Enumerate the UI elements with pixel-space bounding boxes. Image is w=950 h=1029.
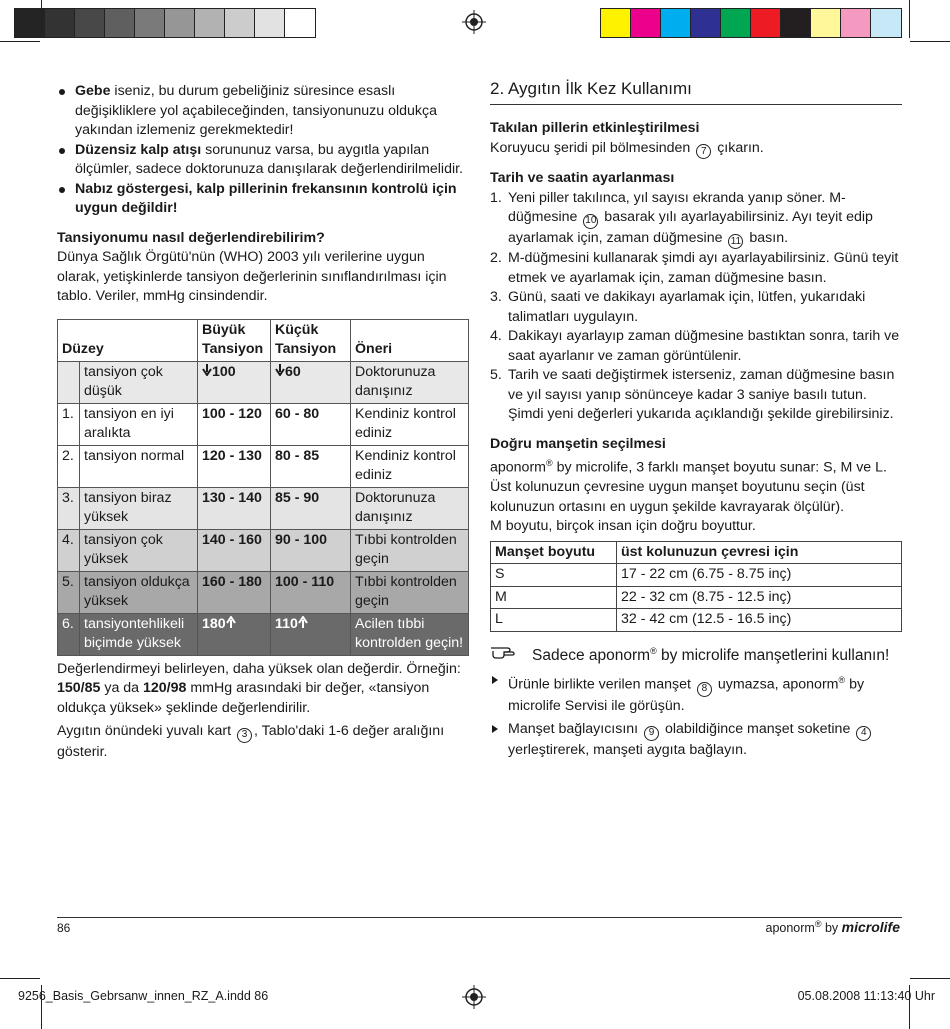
advice-text: Doktorunuza danışınız <box>351 361 469 403</box>
advice-text: Kendiniz kontrol ediniz <box>351 445 469 487</box>
row-number <box>58 361 80 403</box>
systolic-value: 130 - 140 <box>198 487 271 529</box>
color-swatch <box>871 9 901 37</box>
color-swatch <box>225 9 255 37</box>
table-row <box>58 529 469 571</box>
row-label: tansiyon oldukça yüksek <box>80 571 198 613</box>
page-number: 86 <box>57 921 71 935</box>
evaluate-text: Dünya Sağlık Örgütü'nün (WHO) 2003 yılı verilerine uygun olarak, yetişkinlerde tansiyon değerlerinin sınıflandırılması için tablo. Veriler, mmHg cinsindendir. <box>57 249 447 304</box>
row-label: tansiyon çok düşük <box>80 361 198 403</box>
date-heading: Tarih ve saatin ayarlanması <box>490 170 675 186</box>
row-number: 4. <box>58 529 80 571</box>
diastolic-value: 60 <box>271 361 351 403</box>
cuff-hint: Sadece aponorm® by microlife manşetlerini kullanın! <box>490 642 902 666</box>
cuff-text: aponorm® by microlife, 3 farklı manşet boyutu sunar: S, M ve L. Üst kolunuzun çevresine uygun manşet boyutunu seçin (üst kolunuzun ortasını en uygun şekilde kavrayarak ölçülür). <box>490 458 887 515</box>
registration-mark-bottom <box>462 985 486 1009</box>
file-slug: 9256_Basis_Gebrsanw_innen_RZ_A.indd 86 <box>18 989 269 1003</box>
crop-mark <box>910 978 950 979</box>
header-diastolic: Küçük Tansiyon <box>271 319 351 361</box>
diastolic-value: 110 <box>271 613 351 655</box>
table-row <box>58 487 469 529</box>
date-steps <box>490 189 902 425</box>
systolic-value: 120 - 130 <box>198 445 271 487</box>
cuff-heading: Doğru manşetin seçilmesi <box>490 435 666 452</box>
row-label: tansiyon normal <box>80 445 198 487</box>
systolic-value: 160 - 180 <box>198 571 271 613</box>
color-swatch <box>45 9 75 37</box>
color-swatch <box>721 9 751 37</box>
color-swatch <box>165 9 195 37</box>
color-swatch <box>601 9 631 37</box>
brand-logo: aponorm® by microlife <box>765 919 900 936</box>
color-swatch <box>781 9 811 37</box>
color-swatch <box>811 9 841 37</box>
crop-mark <box>910 41 950 42</box>
grayscale-calibration-bar <box>14 8 316 38</box>
list-item: 2. M-düğmesini kullanarak şimdi ayı ayarlayabilirsiniz. Günü teyit etmek ve ayarlamak için, zaman düğmesine basın. <box>490 250 899 286</box>
row-label: tansiyon biraz yüksek <box>80 487 198 529</box>
color-swatch <box>841 9 871 37</box>
advice-text: Tıbbi kontrolden geçin <box>351 571 469 613</box>
battery-text: Koruyucu şeridi pil bölmesinden 7 çıkarın. <box>490 139 902 160</box>
list-item: Ürünle birlikte verilen manşet 8 uymazsa, aponorm® by microlife Servisi ile görüşün. <box>490 671 902 716</box>
color-calibration-bar <box>600 8 902 38</box>
color-swatch <box>285 9 315 37</box>
evaluate-heading: Tansiyonumu nasıl değerlendirebilirim? <box>57 229 325 246</box>
ref-number: 7 <box>696 144 711 159</box>
row-number: 6. <box>58 613 80 655</box>
list-item: 4. Dakikayı ayarlayıp zaman düğmesine bastıktan sonra, tarih ve saat ayarlanır ve zaman görüntülenir. <box>490 328 900 364</box>
list-item: 3. Günü, saati ve dakikayı ayarlamak için, lütfen, yukarıdaki talimatları uygulayın. <box>490 289 866 325</box>
header-level: Düzey <box>58 319 198 361</box>
evaluation-note: Değerlendirmeyi belirleyen, daha yüksek olan değerdir. Örneğin: 150/85 ya da 120/98 mmHg arasındaki bir değer, «tansiyon oldukça yüksek» şeklinde değerlendirilir. <box>57 660 461 716</box>
diastolic-value: 85 - 90 <box>271 487 351 529</box>
right-column <box>490 78 902 764</box>
warning-bullets <box>57 82 469 219</box>
systolic-value: 100 <box>198 361 271 403</box>
row-label: tansiyon çok yüksek <box>80 529 198 571</box>
ref-number: 11 <box>728 234 743 249</box>
systolic-value: 140 - 160 <box>198 529 271 571</box>
card-note: Aygıtın önündeki yuvalı kart 3 , Tablo'daki 1-6 değer aralığını gösterir. <box>57 723 445 760</box>
bullet-pregnancy: Gebe iseniz, bu durum gebeliğiniz süresince esaslı değişikliklere yol açabileceğinden, tansiyonunuzu oldukça yakından izlemeniz gerekmektedir! <box>57 82 469 141</box>
table-row: M 22 - 32 cm (8.75 - 12.5 inç) <box>491 586 902 609</box>
blood-pressure-table <box>57 319 469 656</box>
ref-number: 9 <box>644 726 659 741</box>
crop-mark <box>909 0 910 38</box>
left-column <box>57 82 469 762</box>
diastolic-value: 60 - 80 <box>271 403 351 445</box>
color-swatch <box>631 9 661 37</box>
table-row <box>58 613 469 655</box>
color-swatch <box>105 9 135 37</box>
header-systolic: Büyük Tansiyon <box>198 319 271 361</box>
advice-text: Tıbbi kontrolden geçin <box>351 529 469 571</box>
diastolic-value: 100 - 110 <box>271 571 351 613</box>
row-number: 3. <box>58 487 80 529</box>
advice-text: Kendiniz kontrol ediniz <box>351 403 469 445</box>
ref-number: 10 <box>583 214 598 229</box>
color-swatch <box>751 9 781 37</box>
ref-number: 4 <box>856 726 871 741</box>
color-swatch <box>195 9 225 37</box>
arrow-down-icon <box>275 364 285 380</box>
table-row <box>58 571 469 613</box>
crop-mark <box>0 41 40 42</box>
battery-heading: Takılan pillerin etkinleştirilmesi <box>490 120 700 136</box>
footer-rule <box>57 917 902 918</box>
table-header-row <box>491 541 902 564</box>
bullet-arrhythmia: Düzensiz kalp atışı sorununuz varsa, bu aygıtla yapılan ölçümler, sadece doktorunuza danışılarak değerlendirilmelidir. <box>57 141 469 180</box>
table-row <box>58 361 469 403</box>
crop-mark <box>0 978 40 979</box>
table-row <box>58 403 469 445</box>
advice-text: Doktorunuza danışınız <box>351 487 469 529</box>
bullet-pacemaker: Nabız göstergesi, kalp pillerinin frekansının kontrolü için uygun değildir! <box>57 180 469 219</box>
diastolic-value: 80 - 85 <box>271 445 351 487</box>
cuff-text-2: M boyutu, birçok insan için doğru boyuttur. <box>490 518 756 535</box>
color-swatch <box>75 9 105 37</box>
color-swatch <box>135 9 165 37</box>
list-item: 1. Yeni piller takılınca, yıl sayısı ekranda yanıp söner. M-düğmesine 10 basarak yılı ayarlayabilirsiniz. Ayı teyit edip ayarlamak için, zaman düğmesine 11 basın. <box>490 189 902 250</box>
row-label: tansiyontehlikeli biçimde yüksek <box>80 613 198 655</box>
systolic-value: 100 - 120 <box>198 403 271 445</box>
ref-number: 8 <box>697 682 712 697</box>
ref-number: 3 <box>237 728 252 743</box>
table-header-row <box>58 319 469 361</box>
registration-mark-top <box>462 10 486 34</box>
arrow-up-icon <box>226 616 236 632</box>
header-advice: Öneri <box>351 319 469 361</box>
header-size: Manşet boyutu <box>491 541 617 564</box>
color-swatch <box>691 9 721 37</box>
list-item: 5. Tarih ve saati değiştirmek isterseniz, zaman düğmesine basın ve yıl sayısı yanıp sönünceye kadar 3 saniye basılı tutun. Şimdi yeni değerleri yukarıda açıklandığı şekilde girebilirsiniz. <box>490 367 895 422</box>
table-row: L 32 - 42 cm (12.5 - 16.5 inç) <box>491 609 902 632</box>
row-label: tansiyon en iyi aralıkta <box>80 403 198 445</box>
row-number: 5. <box>58 571 80 613</box>
header-circumference: üst kolunuzun çevresi için <box>617 541 902 564</box>
arrow-down-icon <box>202 364 212 380</box>
arrow-up-icon <box>298 616 308 632</box>
crop-mark <box>41 0 42 38</box>
list-item: Manşet bağlayıcısını 9 olabildiğince manşet soketine 4 yerleştirerek, manşeti aygıta bağlayın. <box>490 720 902 760</box>
row-number: 1. <box>58 403 80 445</box>
table-row <box>58 445 469 487</box>
cuff-instructions <box>490 671 902 760</box>
systolic-value: 180 <box>198 613 271 655</box>
section-title: 2. Aygıtın İlk Kez Kullanımı <box>490 78 902 105</box>
timestamp-slug: 05.08.2008 11:13:40 Uhr <box>797 989 935 1003</box>
cuff-size-table <box>490 541 902 632</box>
color-swatch <box>661 9 691 37</box>
diastolic-value: 90 - 100 <box>271 529 351 571</box>
advice-text: Acilen tıbbi kontrolden geçin! <box>351 613 469 655</box>
pointing-hand-icon <box>490 642 520 666</box>
table-row: S 17 - 22 cm (6.75 - 8.75 inç) <box>491 564 902 587</box>
color-swatch <box>255 9 285 37</box>
row-number: 2. <box>58 445 80 487</box>
